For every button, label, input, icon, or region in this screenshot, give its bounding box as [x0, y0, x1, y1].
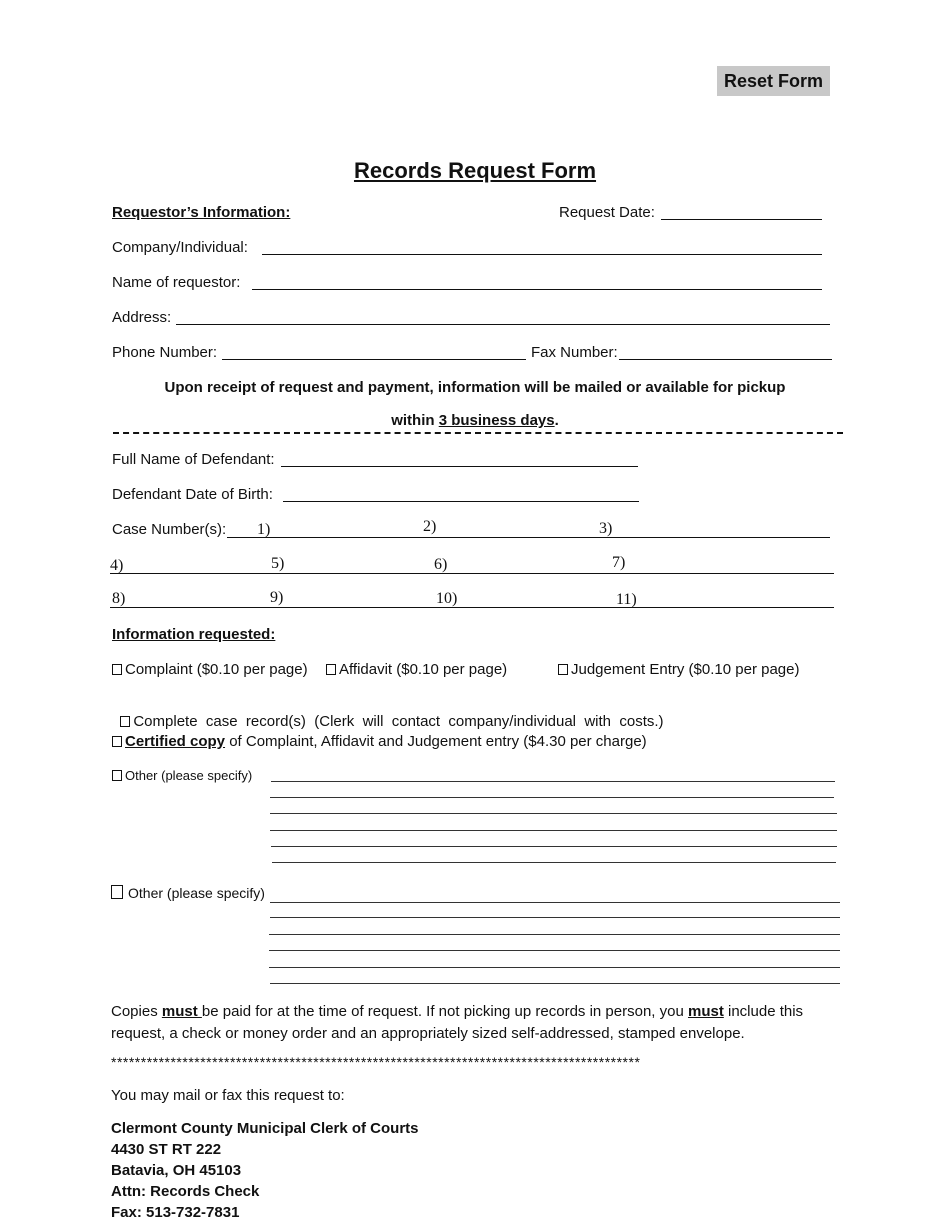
request-date-field[interactable]: [661, 219, 822, 220]
info-requested-heading: Information requested:: [112, 626, 276, 643]
payment-line-1: [111, 1003, 803, 1020]
other-2-option[interactable]: [111, 885, 265, 901]
requestor-heading: Requestor’s Information:: [112, 204, 291, 221]
other-2-line-2[interactable]: [270, 917, 840, 918]
other-2-line-6[interactable]: [270, 983, 840, 984]
phone-field[interactable]: [222, 359, 526, 360]
affidavit-checkbox[interactable]: [326, 664, 336, 675]
fax-field[interactable]: [619, 359, 832, 360]
address-label: Address:: [112, 309, 172, 326]
judgement-label: Judgement Entry ($0.10 per page): [571, 661, 800, 678]
company-label: Company/Individual:: [112, 239, 248, 256]
requestor-name-field[interactable]: [252, 289, 822, 290]
other-2-line-5[interactable]: [269, 967, 840, 968]
payment-text-3: include this: [723, 1003, 804, 1020]
case-slot-1: 1): [257, 521, 271, 538]
notice-line-2: [0, 412, 950, 429]
complaint-option[interactable]: [112, 661, 308, 678]
case-slot-3: 3): [599, 520, 613, 537]
case-row-2-line[interactable]: [110, 573, 834, 574]
mail-instructions: You may mail or fax this request to:: [111, 1087, 345, 1104]
request-date-label: Request Date:: [559, 204, 655, 221]
defendant-name-label: Full Name of Defendant:: [112, 451, 275, 468]
address-street: 4430 ST RT 222: [111, 1141, 222, 1158]
form-title: Records Request Form: [353, 158, 597, 183]
other-2-label: Other (please specify): [128, 885, 265, 901]
defendant-name-field[interactable]: [281, 466, 638, 467]
address-field[interactable]: [176, 324, 830, 325]
case-row-3-line[interactable]: [110, 607, 834, 608]
other-1-line-2[interactable]: [270, 797, 834, 798]
other-1-checkbox[interactable]: [112, 770, 122, 781]
case-row-1-line[interactable]: [227, 537, 830, 538]
certified-copy-label: of Complaint, Affidavit and Judgement entry ($4.30 per charge): [225, 733, 647, 750]
other-1-line-5[interactable]: [271, 846, 837, 847]
certified-copy-option[interactable]: [112, 733, 647, 750]
payment-must-1: must: [161, 1003, 202, 1020]
certified-copy-bold: Certified copy: [125, 733, 226, 750]
phone-label: Phone Number:: [112, 344, 218, 361]
payment-text-1: Copies: [111, 1003, 162, 1020]
other-2-line-1[interactable]: [270, 902, 840, 903]
other-2-line-3[interactable]: [269, 934, 840, 935]
asterisk-divider: *****************************************************************************************: [111, 1054, 641, 1070]
payment-must-2: must: [687, 1003, 724, 1020]
other-1-label: Other (please specify): [125, 768, 253, 783]
separator-dashed-line: [113, 432, 843, 434]
affidavit-option[interactable]: [326, 661, 507, 678]
defendant-dob-field[interactable]: [283, 501, 639, 502]
notice-line-1: Upon receipt of request and payment, information will be mailed or available for pickup: [164, 379, 786, 396]
notice-line-2-post: .: [554, 412, 559, 429]
notice-line-2-pre: within: [391, 412, 439, 429]
other-1-line-1[interactable]: [271, 781, 835, 782]
case-slot-6: 6): [434, 556, 448, 573]
other-1-line-6[interactable]: [272, 862, 836, 863]
affidavit-label: Affidavit ($0.10 per page): [339, 661, 508, 678]
case-slot-2: 2): [423, 518, 437, 535]
address-fax: Fax: 513-732-7831: [111, 1204, 240, 1221]
complaint-label: Complaint ($0.10 per page): [125, 661, 308, 678]
judgement-checkbox[interactable]: [558, 664, 568, 675]
address-attn: Attn: Records Check: [111, 1183, 260, 1200]
other-2-checkbox[interactable]: [111, 885, 123, 899]
other-2-line-4[interactable]: [269, 950, 840, 951]
company-field[interactable]: [262, 254, 822, 255]
case-numbers-label: Case Number(s):: [112, 521, 227, 538]
payment-line-2: request, a check or money order and an appropriately sized self-addressed, stamped envelope.: [111, 1025, 745, 1042]
complete-record-option[interactable]: [112, 696, 664, 730]
other-1-line-4[interactable]: [270, 830, 837, 831]
certified-copy-checkbox[interactable]: [112, 736, 122, 747]
fax-label: Fax Number:: [531, 344, 618, 361]
notice-business-days: 3 business days: [438, 412, 555, 429]
case-slot-10: 10): [436, 590, 458, 607]
case-slot-7: 7): [612, 554, 626, 571]
complete-record-checkbox[interactable]: [120, 716, 130, 727]
other-1-line-3[interactable]: [270, 813, 837, 814]
defendant-dob-label: Defendant Date of Birth:: [112, 486, 273, 503]
case-slot-5: 5): [271, 555, 285, 572]
address-org: Clermont County Municipal Clerk of Courts: [111, 1120, 419, 1137]
address-city: Batavia, OH 45103: [111, 1162, 242, 1179]
judgement-option[interactable]: [558, 661, 799, 678]
case-slot-8: 8): [112, 590, 126, 607]
other-1-option[interactable]: [112, 768, 252, 783]
requestor-name-label: Name of requestor:: [112, 274, 241, 291]
case-slot-4: 4): [110, 557, 124, 574]
complaint-checkbox[interactable]: [112, 664, 122, 675]
case-slot-9: 9): [270, 589, 284, 606]
case-slot-11: 11): [616, 591, 637, 608]
complete-record-label: Complete case record(s) (Clerk will contact company/individual with costs.): [133, 713, 664, 730]
payment-text-2: be paid for at the time of request. If not picking up records in person, you: [201, 1003, 688, 1020]
reset-form-button[interactable]: Reset Form: [717, 66, 830, 96]
